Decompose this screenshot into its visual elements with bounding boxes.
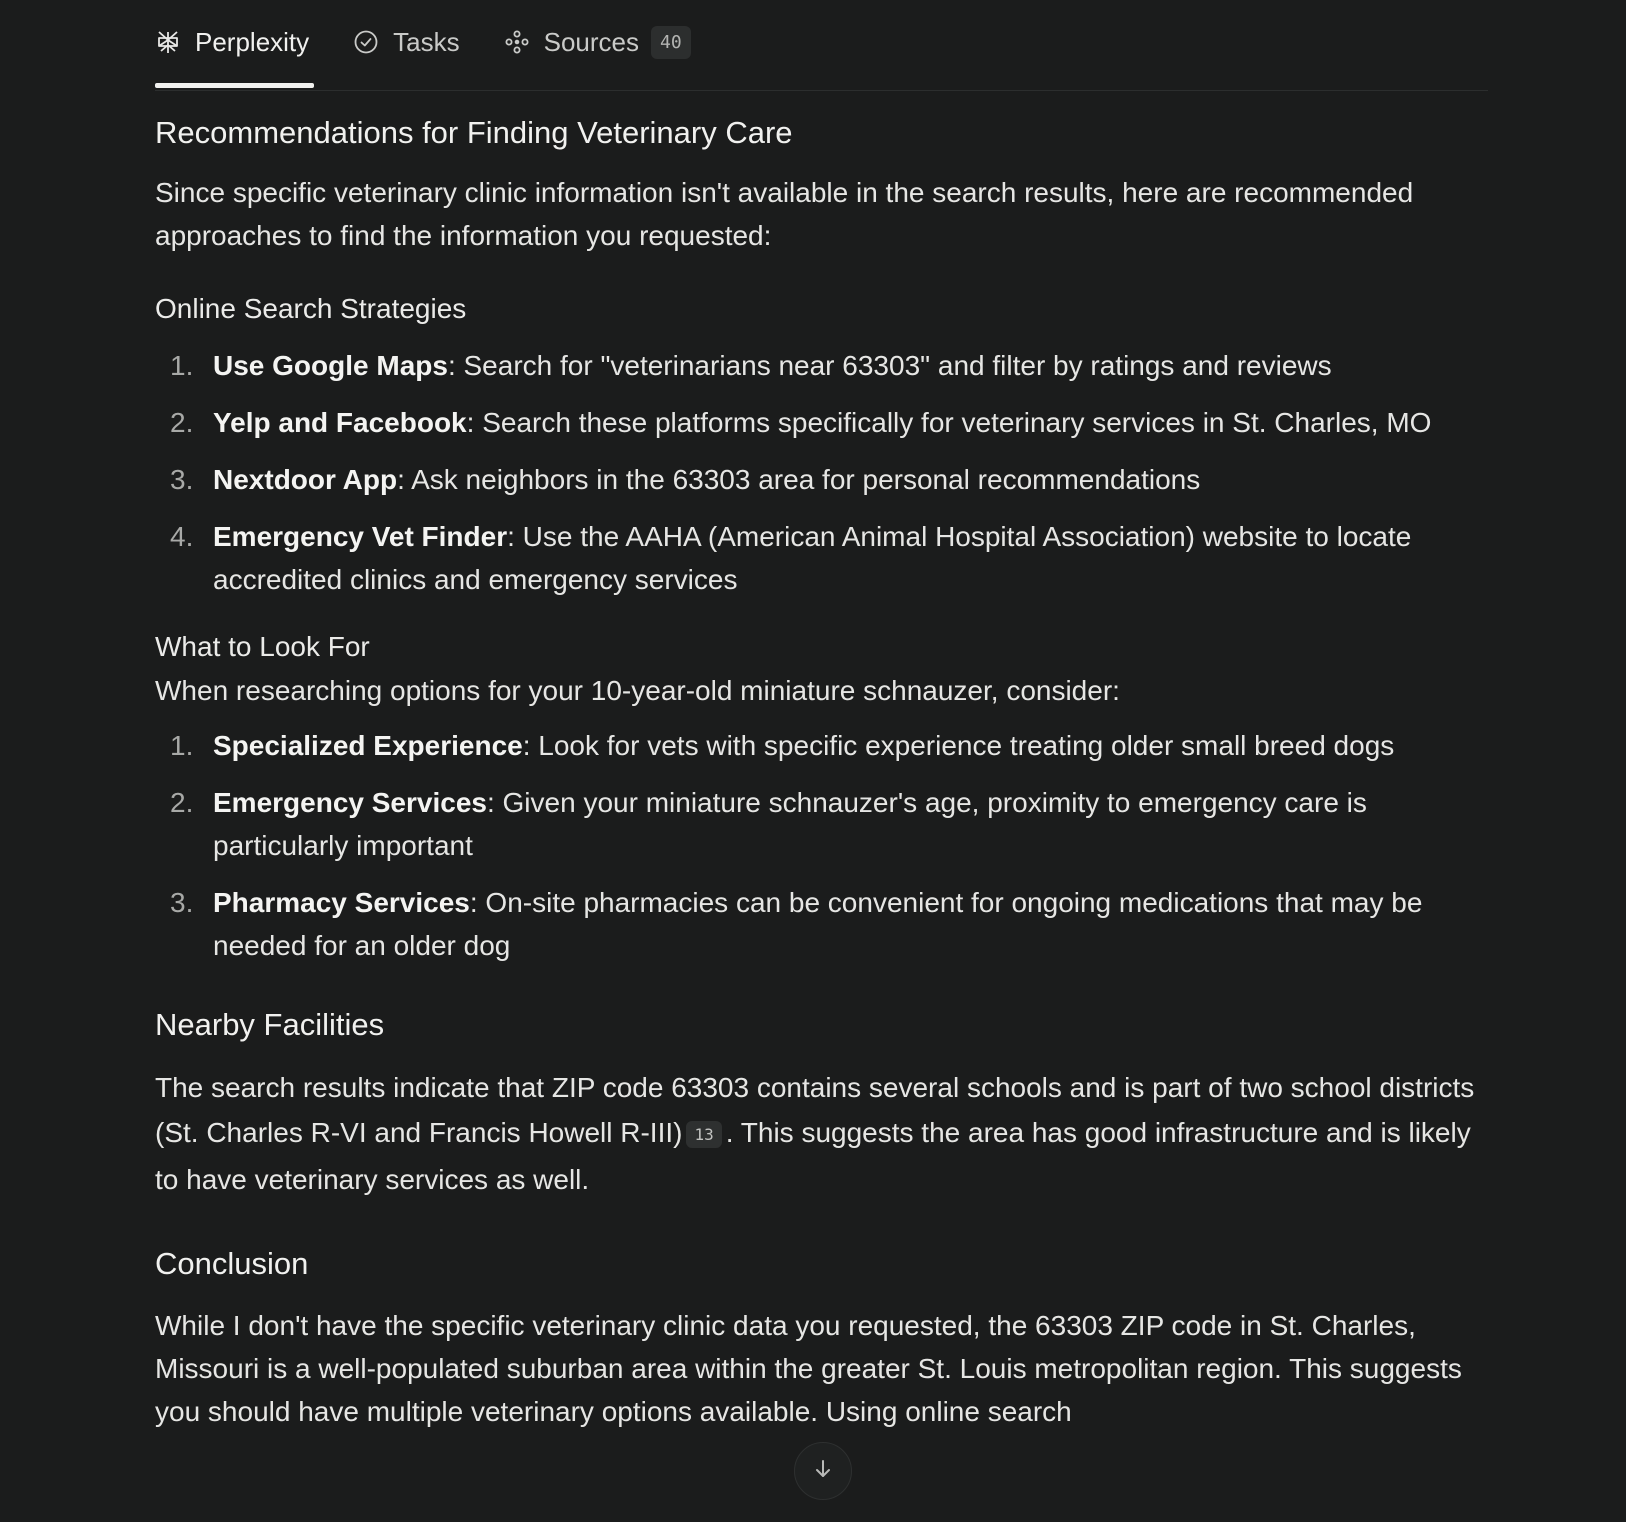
list-item-title: Nextdoor App	[213, 464, 398, 495]
list-number: 1.	[170, 730, 194, 761]
list-item-title: Yelp and Facebook	[213, 407, 467, 438]
conclusion-text: While I don't have the specific veterinary clinic data you requested, the 63303 ZIP code in St. Charles, Missouri is a well-populated suburban area within the greater St. Louis metropolitan region. This suggests you should have multiple veterinary options available. Using online search	[155, 1310, 1462, 1428]
list-item-title: Use Google Maps	[213, 350, 448, 381]
list-item	[155, 401, 1488, 444]
list-item-title: Pharmacy Services	[213, 887, 470, 918]
tab-sources[interactable]	[504, 0, 691, 84]
list-number: 3.	[170, 464, 194, 495]
what-to-look-for-intro: When researching options for your 10-year-old miniature schnauzer, consider:	[155, 675, 1120, 706]
list-item	[155, 458, 1488, 501]
list-item	[155, 344, 1488, 387]
list-item	[155, 881, 1488, 967]
list-item-text: : On-site pharmacies can be convenient for ongoing medications that may be needed for an older dog	[213, 887, 1423, 961]
what-to-look-for-heading: What to Look For	[155, 631, 370, 662]
tab-label: Sources	[543, 26, 640, 57]
perplexity-icon	[155, 29, 181, 55]
tab-label: Perplexity	[195, 26, 310, 57]
list-number: 3.	[170, 887, 194, 918]
list-item-text: : Given your miniature schnauzer's age, proximity to emergency care is particularly important	[213, 787, 1367, 861]
answer-content	[155, 91, 1488, 1433]
list-item-title: Emergency Services	[213, 787, 487, 818]
nearby-text-before: The search results indicate that ZIP code 63303 contains several schools and is part of two school districts (St. Charles R-VI and Francis Howell R-III)	[155, 1072, 1475, 1148]
list-number: 1.	[170, 350, 194, 381]
nearby-facilities-heading: Nearby Facilities	[155, 1007, 385, 1042]
sources-count-badge: 40	[651, 26, 691, 59]
list-item	[155, 515, 1488, 601]
recommendations-heading: Recommendations for Finding Veterinary Care	[155, 115, 793, 150]
list-item-text: : Search for "veterinarians near 63303" and filter by ratings and reviews	[447, 350, 1332, 381]
nearby-text-after: . This suggests the area has good infrastructure and is likely to have veterinary services as well.	[155, 1117, 1471, 1196]
list-item	[155, 724, 1488, 767]
page	[155, 0, 1488, 1433]
conclusion-heading: Conclusion	[155, 1246, 309, 1282]
list-item-text: : Ask neighbors in the 63303 area for personal recommendations	[397, 464, 1201, 495]
what-to-look-for-list	[155, 724, 1488, 967]
list-number: 2.	[170, 407, 194, 438]
check-circle-icon	[353, 29, 379, 55]
tab-tasks[interactable]	[353, 0, 459, 84]
list-item-text: : Use the AAHA (American Animal Hospital Association) website to locate accredited clinics and emergency services	[213, 521, 1412, 595]
list-number: 4.	[170, 521, 194, 552]
citation-badge[interactable]: 13	[686, 1121, 721, 1148]
list-item-title: Specialized Experience	[213, 730, 523, 761]
recommendations-intro: Since specific veterinary clinic information isn't available in the search results, here are recommended approaches to find the information you requested:	[155, 177, 1414, 251]
tab-bar	[155, 0, 1488, 91]
list-item-text: : Search these platforms specifically for veterinary services in St. Charles, MO	[466, 407, 1432, 438]
list-item-title: Emergency Vet Finder	[213, 521, 508, 552]
nearby-facilities-text	[155, 1065, 1488, 1202]
list-number: 2.	[170, 787, 194, 818]
list-item	[155, 781, 1488, 867]
sources-icon	[504, 29, 530, 55]
tab-perplexity[interactable]	[155, 0, 309, 84]
tab-label: Tasks	[393, 26, 460, 57]
online-strategies-list	[155, 344, 1488, 601]
list-item-text: : Look for vets with specific experience treating older small breed dogs	[522, 730, 1395, 761]
online-strategies-heading: Online Search Strategies	[155, 293, 467, 324]
scroll-down-button[interactable]	[794, 1442, 852, 1500]
arrow-down-icon	[812, 1458, 834, 1485]
